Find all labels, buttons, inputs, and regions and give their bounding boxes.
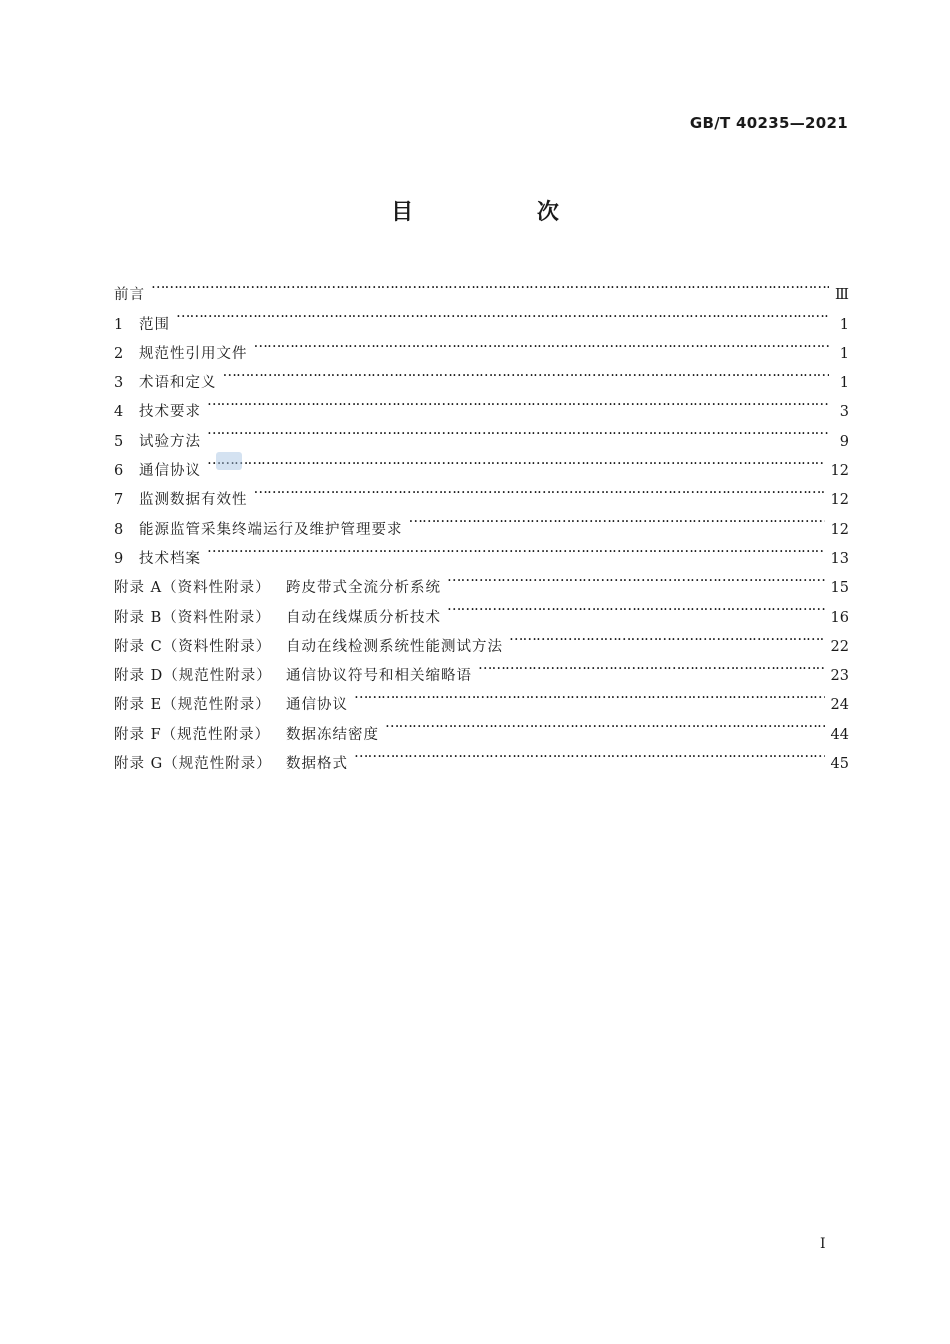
toc-entry-title: 能源监管采集终端运行及维护管理要求 (139, 521, 403, 538)
toc-entry-title: 术语和定义 (139, 375, 217, 392)
annex-page: 15 (830, 580, 849, 597)
toc-entry-number: 7 (114, 492, 124, 509)
leader-dots (151, 270, 829, 299)
toc-entry-page: Ⅲ (835, 287, 849, 304)
toc-entry-page: 3 (839, 404, 849, 421)
annex-page: 44 (830, 726, 849, 743)
toc-entry-number: 3 (114, 375, 124, 392)
toc-entry-foreword[interactable] (114, 270, 849, 304)
leader-dots (207, 446, 825, 475)
toc-entry-title: 前言 (114, 287, 145, 304)
toc-entry-page: 12 (830, 521, 849, 538)
leader-dots (354, 680, 825, 709)
leader-dots (478, 651, 825, 680)
toc-entry-2[interactable] (114, 329, 849, 362)
annex-page: 22 (830, 638, 849, 655)
toc-entry-number: 8 (114, 521, 124, 538)
annex-title: 数据冻结密度 (286, 726, 379, 743)
toc-entry-7[interactable] (114, 475, 849, 509)
annex-title: 跨皮带式全流分析系统 (286, 580, 441, 597)
annex-label: 附录 A（资料性附录） (114, 580, 271, 597)
leader-dots (207, 534, 825, 563)
leader-dots (354, 739, 825, 768)
annex-label: 附录 C（资料性附录） (114, 638, 272, 655)
toc-entry-number: 6 (114, 463, 124, 480)
toc-entry-number: 2 (114, 345, 124, 362)
annex-label: 附录 F（规范性附录） (114, 726, 271, 743)
toc-entry-3[interactable] (114, 358, 849, 392)
toc-entry-title: 通信协议 (139, 463, 201, 480)
standard-code: GB/T 40235—2021 (689, 114, 848, 132)
annex-page: 23 (830, 668, 849, 685)
page-title: 目 次 (391, 200, 617, 225)
annex-page: 24 (830, 697, 849, 714)
annex-label: 附录 D（规范性附录） (114, 668, 272, 685)
annex-page: 16 (830, 609, 849, 626)
leader-dots (447, 563, 825, 592)
toc-entry-page: 1 (839, 375, 849, 392)
annex-title: 自动在线检测系统性能测试方法 (286, 638, 503, 655)
toc-entry-number: 1 (114, 316, 124, 333)
leader-dots (207, 387, 829, 416)
toc-entry-page: 1 (839, 345, 849, 362)
leader-dots (176, 299, 829, 328)
toc-entry-4[interactable] (114, 387, 849, 421)
leader-dots (223, 358, 830, 387)
watermark-mark (216, 452, 242, 470)
toc-entry-9[interactable] (114, 534, 849, 567)
toc-entry-title: 范围 (139, 316, 170, 333)
toc-entry-title: 监测数据有效性 (139, 492, 248, 509)
leader-dots (254, 475, 825, 504)
annex-title: 通信协议 (286, 697, 348, 714)
leader-dots (409, 504, 825, 533)
toc-entry-page: 9 (839, 433, 849, 450)
leader-dots (447, 592, 825, 621)
toc-entry-page: 13 (830, 550, 849, 567)
toc-annex-a[interactable] (114, 563, 849, 597)
annex-label: 附录 B（资料性附录） (114, 609, 271, 626)
toc-entry-number: 9 (114, 550, 124, 567)
toc-entry-page: 1 (839, 316, 849, 333)
toc-entry-1[interactable] (114, 299, 849, 333)
toc-entry-title: 技术档案 (139, 550, 201, 567)
leader-dots (207, 416, 829, 445)
toc-entry-page: 12 (830, 492, 849, 509)
page-number: I (820, 1236, 826, 1252)
annex-title: 自动在线煤质分析技术 (286, 609, 441, 626)
toc-entry-page: 12 (830, 463, 849, 480)
annex-label: 附录 E（规范性附录） (114, 697, 271, 714)
annex-page: 45 (830, 756, 849, 773)
table-of-contents (114, 270, 849, 773)
toc-entry-title: 技术要求 (139, 404, 201, 421)
annex-label: 附录 G（规范性附录） (114, 756, 272, 773)
leader-dots (509, 622, 825, 651)
toc-entry-number: 5 (114, 433, 124, 450)
leader-dots (254, 329, 830, 358)
annex-title: 数据格式 (286, 756, 348, 773)
toc-entry-title: 试验方法 (139, 433, 201, 450)
toc-entry-5[interactable] (114, 416, 849, 450)
annex-title: 通信协议符号和相关缩略语 (286, 668, 472, 685)
toc-entry-number: 4 (114, 404, 124, 421)
leader-dots (385, 709, 825, 738)
toc-entry-title: 规范性引用文件 (139, 345, 248, 362)
